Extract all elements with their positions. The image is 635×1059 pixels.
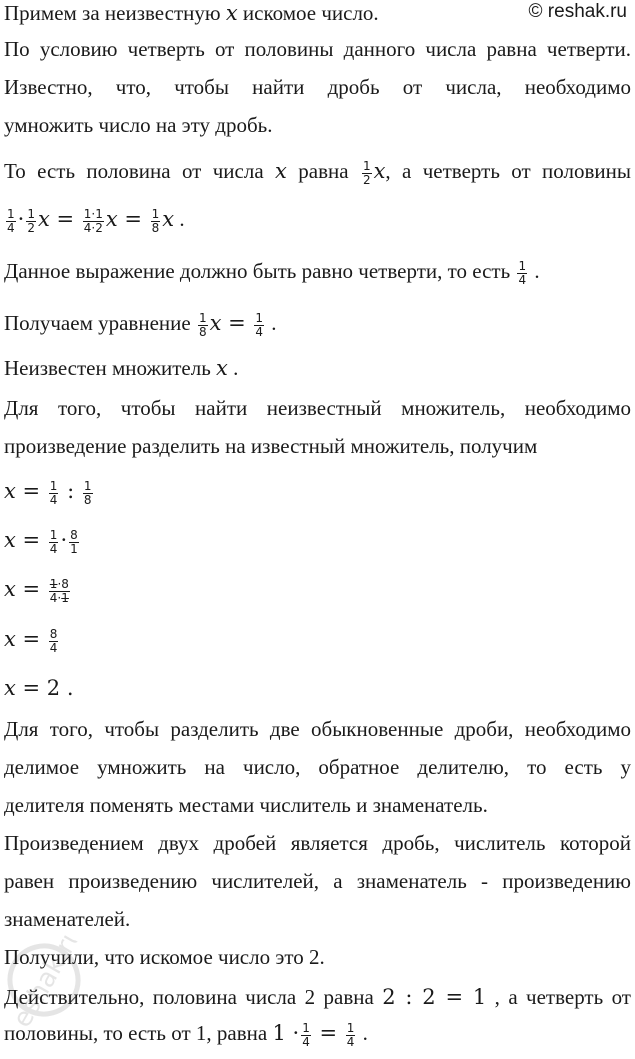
text-line-15: Произведением двух дробей является дробь, числитель которой (4, 831, 631, 855)
text-line-5: То есть половина от числа x равна $\frac{1}{2}$ x, а четверть от половины (4, 158, 631, 187)
watermark-text: reshak.ru (2, 920, 90, 1042)
math-step-5-answer: x = 2 . (4, 676, 74, 700)
text-line-10: Для того, чтобы найти неизвестный множитель, необходимо (4, 396, 631, 420)
text-line-14: делителя поменять местами числитель и знаменатель. (4, 793, 488, 817)
text-line-7: Данное выражение должно быть равно четверти, то есть $\frac{1}{4}$ . (4, 258, 540, 287)
math-line-product: $\frac{1}{4}$ · $\frac{1}{2}$ x = $\frac{1\cdot 1}{4\cdot 2}$ x = $\frac{1}{8}$ x . (7, 206, 185, 235)
text-line-13: делимое умножить на число, обратное делителю, то есть у (4, 755, 631, 779)
text-line-3: Известно, что, чтобы найти дробь от числа, необходимо (4, 75, 631, 99)
text-line-1: Примем за неизвестную x искомое число. (4, 1, 379, 25)
site-watermark-label: © reshak.ru (528, 1, 627, 22)
text-line-12: Для того, чтобы разделить две обыкновенные дроби, необходимо (4, 717, 631, 741)
math-step-3-cancel: x = $\frac{1\cdot 8}{4\cdot 1}$ (4, 576, 69, 605)
text-line-20: половины, то есть от 1, равна 1 · $\frac{1}{4}$ = $\frac{1}{4}$ . (4, 1020, 368, 1049)
fraction-half: $\frac{1}{2}$ (362, 158, 371, 187)
text-line-4: умножить число на эту дробь. (4, 113, 273, 137)
text-line-2: По условию четверть от половины данного числа равна четверти. (4, 37, 631, 61)
text-line-16: равен произведению числителей, а знаменатель - произведению (4, 869, 631, 893)
text-line-equation: Получаем уравнение $\frac{1}{8}$ x = $\frac{1}{4}$ . (4, 310, 277, 339)
text-line-unknown-factor: Неизвестен множитель x . (4, 356, 239, 380)
math-step-1: x = $\frac{1}{4}$ : $\frac{1}{8}$ (4, 478, 92, 507)
text-line-17: знаменателей. (4, 907, 131, 931)
text-line-18: Получили, что искомое число это 2. (4, 945, 325, 969)
text-line-19: Действительно, половина числа 2 равна 2 : 2 = 1 , а четверть от (4, 985, 631, 1009)
math-step-4: x = $\frac{8}{4}$ (4, 626, 58, 655)
text-line-11: произведение разделить на известный множитель, получим (4, 434, 538, 458)
math-step-2: x = $\frac{1}{4}$ · $\frac{8}{1}$ (4, 527, 78, 556)
